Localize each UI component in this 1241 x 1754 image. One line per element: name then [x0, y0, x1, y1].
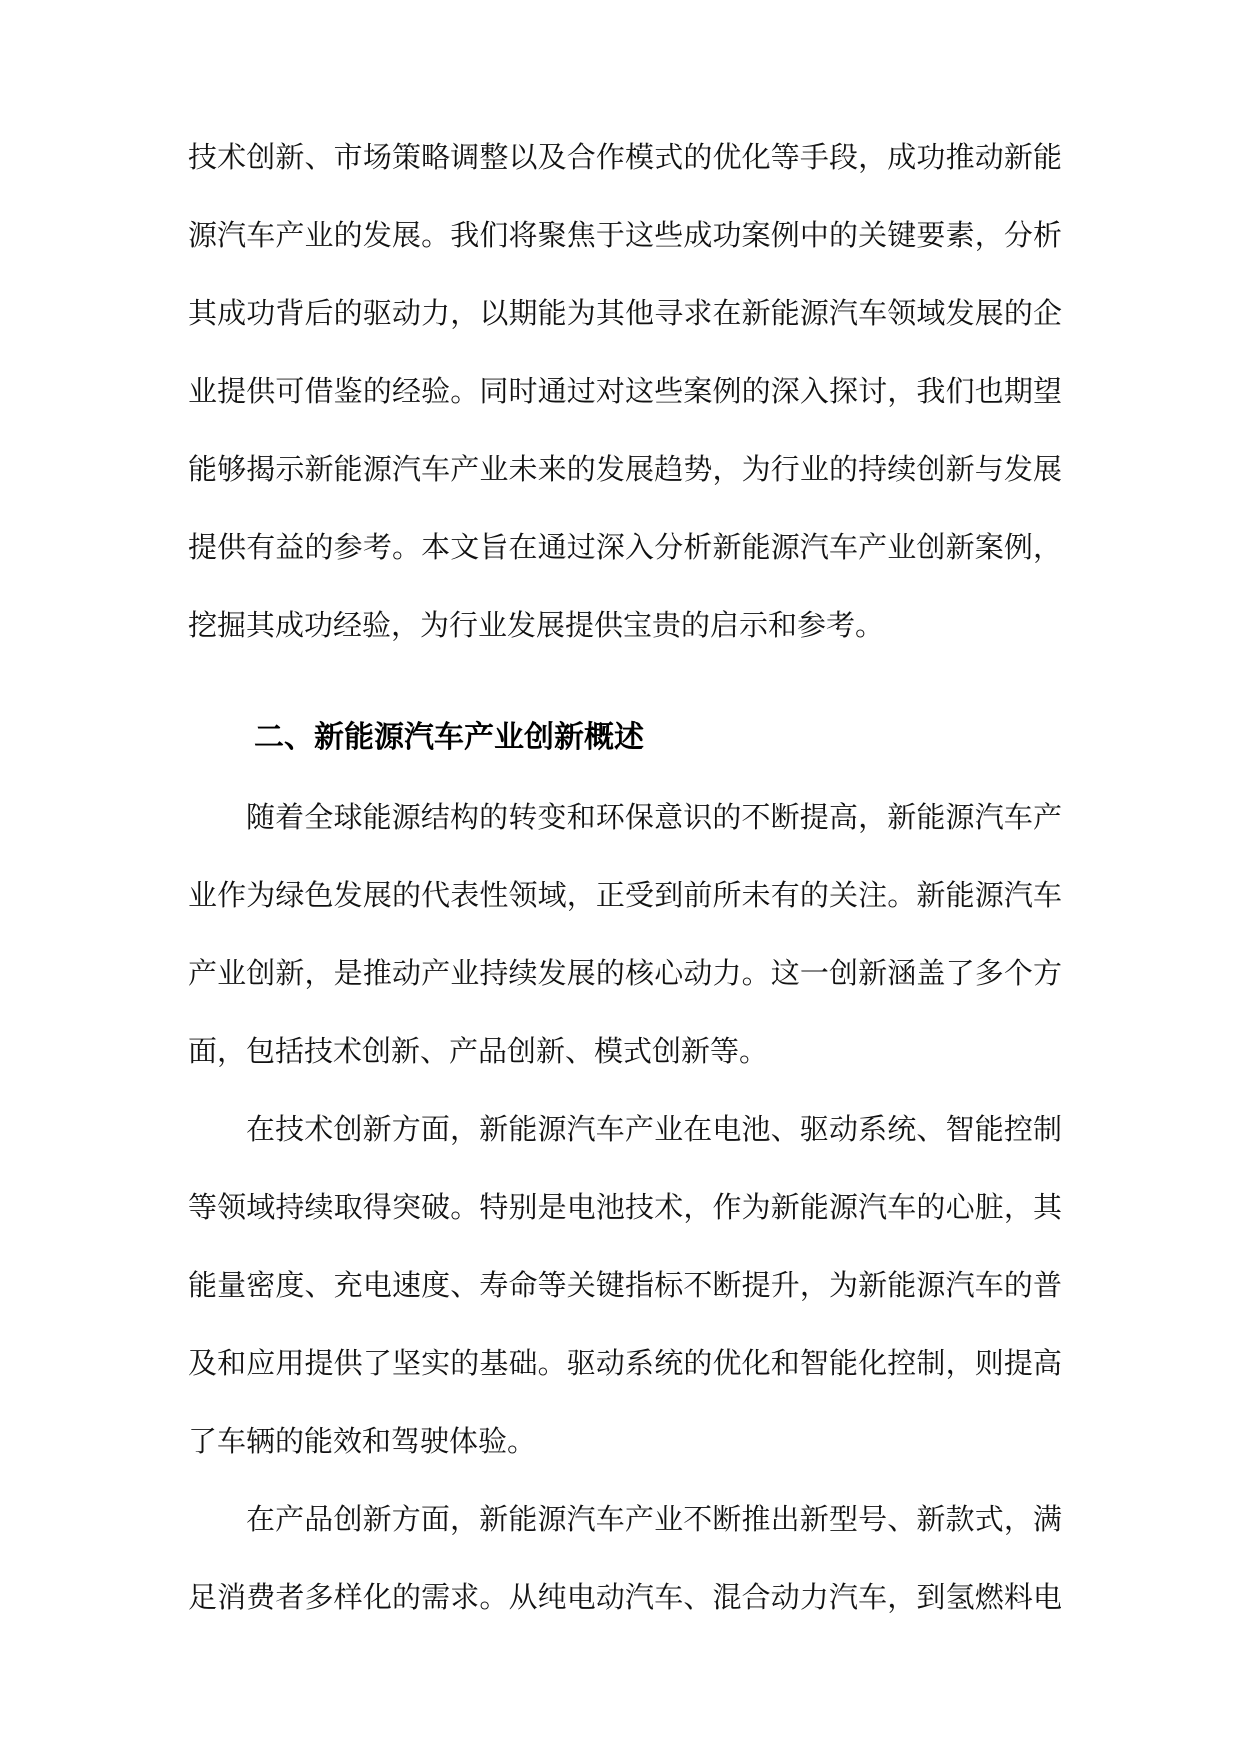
text-line: 产业创新，是推动产业持续发展的核心动力。这一创新涵盖了多个方	[188, 956, 1062, 990]
text-line: 业作为绿色发展的代表性领域，正受到前所未有的关注。新能源汽车	[188, 878, 1062, 912]
text-line: 技术创新、市场策略调整以及合作模式的优化等手段，成功推动新能	[188, 140, 1062, 174]
text-line: 业提供可借鉴的经验。同时通过对这些案例的深入探讨，我们也期望	[188, 374, 1062, 408]
paragraph-technology-innovation	[188, 1090, 1062, 1480]
text-line: 能量密度、充电速度、寿命等关键指标不断提升，为新能源汽车的普	[188, 1268, 1062, 1302]
text-line: 了车辆的能效和驾驶体验。	[188, 1424, 537, 1458]
text-line: 在技术创新方面，新能源汽车产业在电池、驱动系统、智能控制	[246, 1112, 1062, 1146]
text-line: 面，包括技术创新、产品创新、模式创新等。	[188, 1034, 769, 1068]
text-line: 能够揭示新能源汽车产业未来的发展趋势，为行业的持续创新与发展	[188, 452, 1062, 486]
text-line: 在产品创新方面，新能源汽车产业不断推出新型号、新款式，满	[246, 1502, 1062, 1536]
section-heading: 二、新能源汽车产业创新概述	[254, 720, 644, 755]
paragraph-product-innovation	[188, 1480, 1062, 1636]
intro-paragraph	[188, 118, 1062, 664]
text-line: 提供有益的参考。本文旨在通过深入分析新能源汽车产业创新案例，	[188, 530, 1062, 564]
text-line: 其成功背后的驱动力，以期能为其他寻求在新能源汽车领域发展的企	[188, 296, 1062, 330]
text-line: 随着全球能源结构的转变和环保意识的不断提高，新能源汽车产	[246, 800, 1062, 834]
text-line: 挖掘其成功经验，为行业发展提供宝贵的启示和参考。	[188, 608, 885, 642]
paragraph-overview	[188, 778, 1062, 1090]
text-line: 源汽车产业的发展。我们将聚焦于这些成功案例中的关键要素，分析	[188, 218, 1062, 252]
text-line: 等领域持续取得突破。特别是电池技术，作为新能源汽车的心脏，其	[188, 1190, 1062, 1224]
text-line: 足消费者多样化的需求。从纯电动汽车、混合动力汽车，到氢燃料电	[188, 1580, 1062, 1614]
text-line: 及和应用提供了坚实的基础。驱动系统的优化和智能化控制，则提高	[188, 1346, 1062, 1380]
